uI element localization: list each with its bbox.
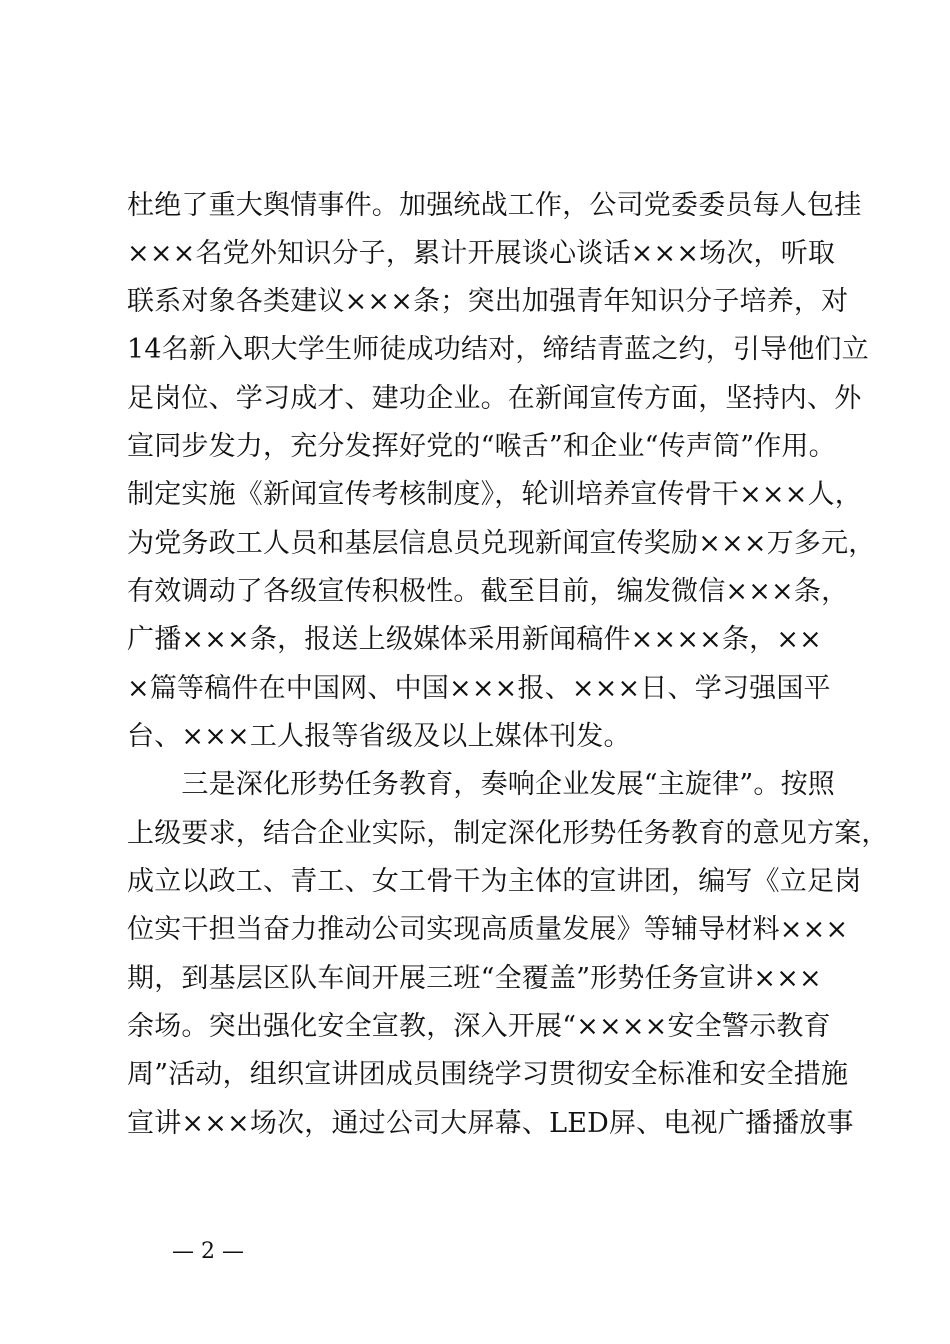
text-line: 杜绝了重大舆情事件。加强统战工作，公司党委委员每人包挂 <box>127 190 862 221</box>
text-line: 期，到基层区队车间开展三班“全覆盖”形势任务宣讲××× <box>127 963 822 994</box>
text-line: 余场。突出强化安全宣教，深入开展“××××安全警示教育 <box>127 1011 831 1042</box>
text-line: 14名新入职大学生师徒成功结对，缔结青蓝之约，引导他们立 <box>127 334 869 365</box>
text-line: 制定实施《新闻宣传考核制度》，轮训培养宣传骨干×××人， <box>127 479 862 510</box>
text-line: 台、×××工人报等省级及以上媒体刊发。 <box>127 721 631 752</box>
text-line: ×篇等稿件在中国网、中国×××报、×××日、学习强国平 <box>127 673 831 704</box>
text-line: ×××名党外知识分子，累计开展谈心谈话×××场次，听取 <box>127 238 836 269</box>
text-line: 联系对象各类建议×××条；突出加强青年知识分子培养，对 <box>127 286 849 317</box>
text-line: 宣讲×××场次，通过公司大屏幕、LED屏、电视广播播放事 <box>127 1108 854 1139</box>
text-line: 上级要求，结合企业实际，制定深化形势任务教育的意见方案， <box>127 818 889 849</box>
text-line: 有效调动了各级宣传积极性。截至目前，编发微信×××条， <box>127 576 849 607</box>
text-line: 广播×××条，报送上级媒体采用新闻稿件××××条，×× <box>127 624 823 655</box>
text-line: 足岗位、学习成才、建功企业。在新闻宣传方面，坚持内、外 <box>127 383 862 414</box>
text-line: 周”活动，组织宣讲团成员围绕学习贯彻安全标准和安全措施 <box>127 1059 849 1090</box>
page-number: — 2 — <box>172 1239 244 1264</box>
paragraph-start-line: 三是深化形势任务教育，奏响企业发展“主旋律”。按照 <box>127 769 836 800</box>
text-line: 为党务政工人员和基层信息员兑现新闻宣传奖励×××万多元， <box>127 528 876 559</box>
text-line: 位实干担当奋力推动公司实现高质量发展》等辅导材料××× <box>127 914 849 945</box>
text-line: 宣同步发力，充分发挥好党的“喉舌”和企业“传声筒”作用。 <box>127 431 836 462</box>
text-line: 成立以政工、青工、女工骨干为主体的宣讲团，编写《立足岗 <box>127 866 862 897</box>
